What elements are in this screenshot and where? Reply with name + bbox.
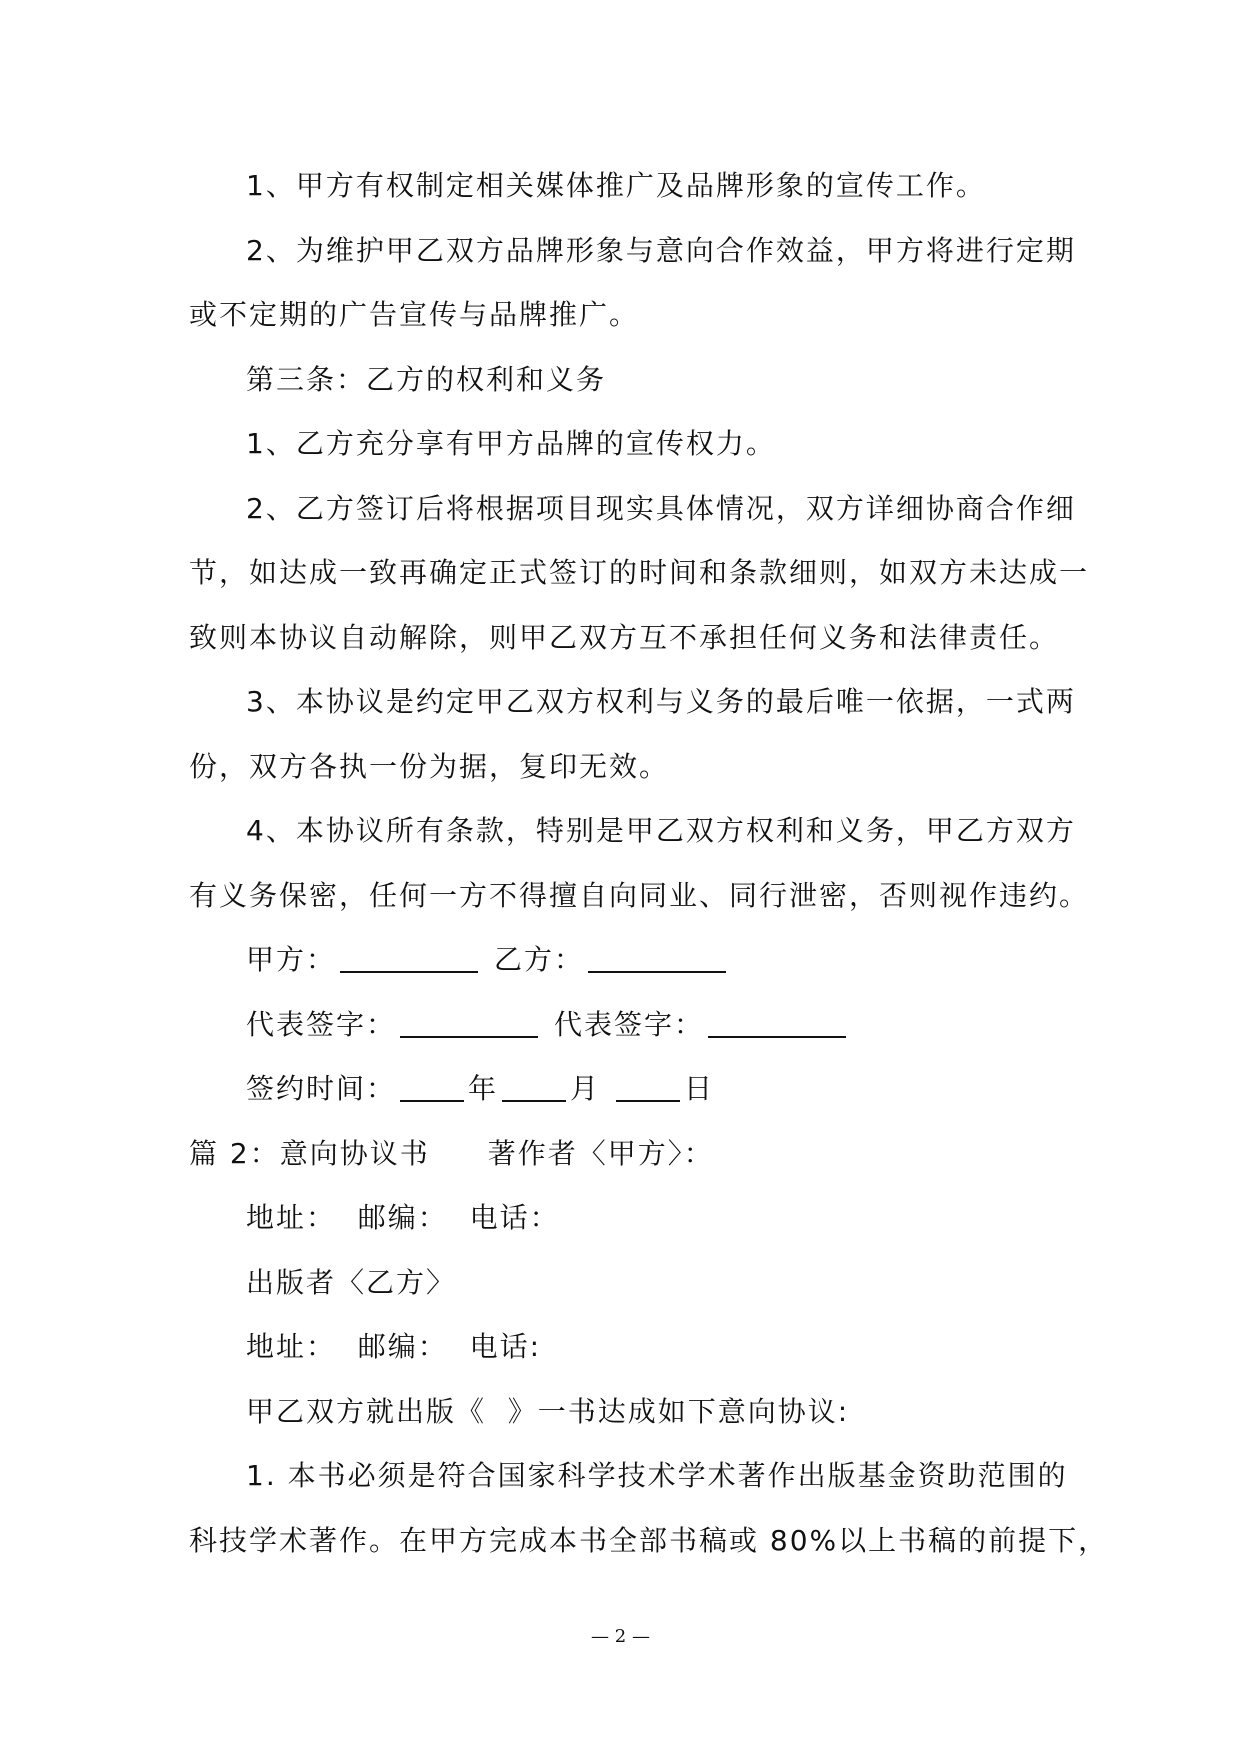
section-heading-3: 第三条：乙方的权利和义务 [246,362,607,396]
agreement-intro: 甲乙双方就出版《 》一书达成如下意向协议: [246,1394,850,1428]
page-number: — 2 — [591,1626,650,1647]
party-a-blank[interactable] [340,945,478,973]
paragraph-3: 1、乙方充分享有甲方品牌的宣传权力。 [246,427,776,460]
item-1-line-1: 1. 本书必须是符合国家科学技术学术著作出版基金资助范围的 [246,1459,1068,1492]
document-body [189,154,1109,1573]
rep-b-blank[interactable] [708,1010,846,1038]
publisher-label: 出版者〈乙方〉 [246,1265,457,1299]
part2-title: 篇 2：意向协议书 [189,1136,430,1170]
rep-a-blank[interactable] [400,1010,538,1038]
rep-b-label: 代表签字： [554,1007,705,1041]
month-label: 月 [570,1072,601,1105]
party-signature-row [189,928,1069,993]
date-label: 签约时间： [246,1072,397,1105]
paragraph-2-line-1: 2、为维护甲乙双方品牌形象与意向合作效益，甲方将进行定期 [246,233,1076,267]
publisher-address-line: 地址： 邮编： 电话: [246,1330,542,1363]
paragraph-2-line-2: 或不定期的广告宣传与品牌推广。 [189,298,640,331]
author-address-line: 地址： 邮编： 电话： [246,1201,560,1234]
paragraph-5-line-1: 3、本协议是约定甲乙双方权利与义务的最后唯一依据，一式两 [246,685,1076,718]
paragraph-6-line-2: 有义务保密，任何一方不得擅自向同业、同行泄密，否则视作违约。 [189,878,1090,912]
paragraph-6-line-1: 4、本协议所有条款，特别是甲乙双方权利和义务，甲乙方双方 [246,814,1076,847]
paragraph-5-line-2: 份，双方各执一份为据，复印无效。 [189,749,670,783]
day-blank[interactable] [616,1074,680,1102]
year-label: 年 [468,1072,499,1105]
rep-a-label: 代表签字： [246,1007,397,1041]
paragraph-4-line-3: 致则本协议自动解除，则甲乙双方互不承担任何义务和法律责任。 [189,620,1060,654]
item-1-line-2: 科技学术著作。在甲方完成本书全部书稿或 80%以上书稿的前提下， [189,1523,1109,1557]
part2-title-row [189,1122,1069,1187]
paragraph-4-line-1: 2、乙方签订后将根据项目现实具体情况，双方详细协商合作细 [246,491,1076,525]
representative-signature-row [189,993,1069,1058]
year-blank[interactable] [400,1074,464,1102]
paragraph-4-line-2: 节，如达成一致再确定正式签订的时间和条款细则，如双方未达成一 [189,556,1090,589]
paragraph-1: 1、甲方有权制定相关媒体推广及品牌形象的宣传工作。 [246,169,986,202]
month-blank[interactable] [502,1074,566,1102]
party-b-label: 乙方： [494,943,585,976]
author-label: 著作者〈甲方〉： [487,1136,714,1170]
day-label: 日 [684,1072,715,1105]
party-b-blank[interactable] [588,945,726,973]
party-a-label: 甲方： [246,943,337,976]
signing-date-row [189,1057,1069,1122]
